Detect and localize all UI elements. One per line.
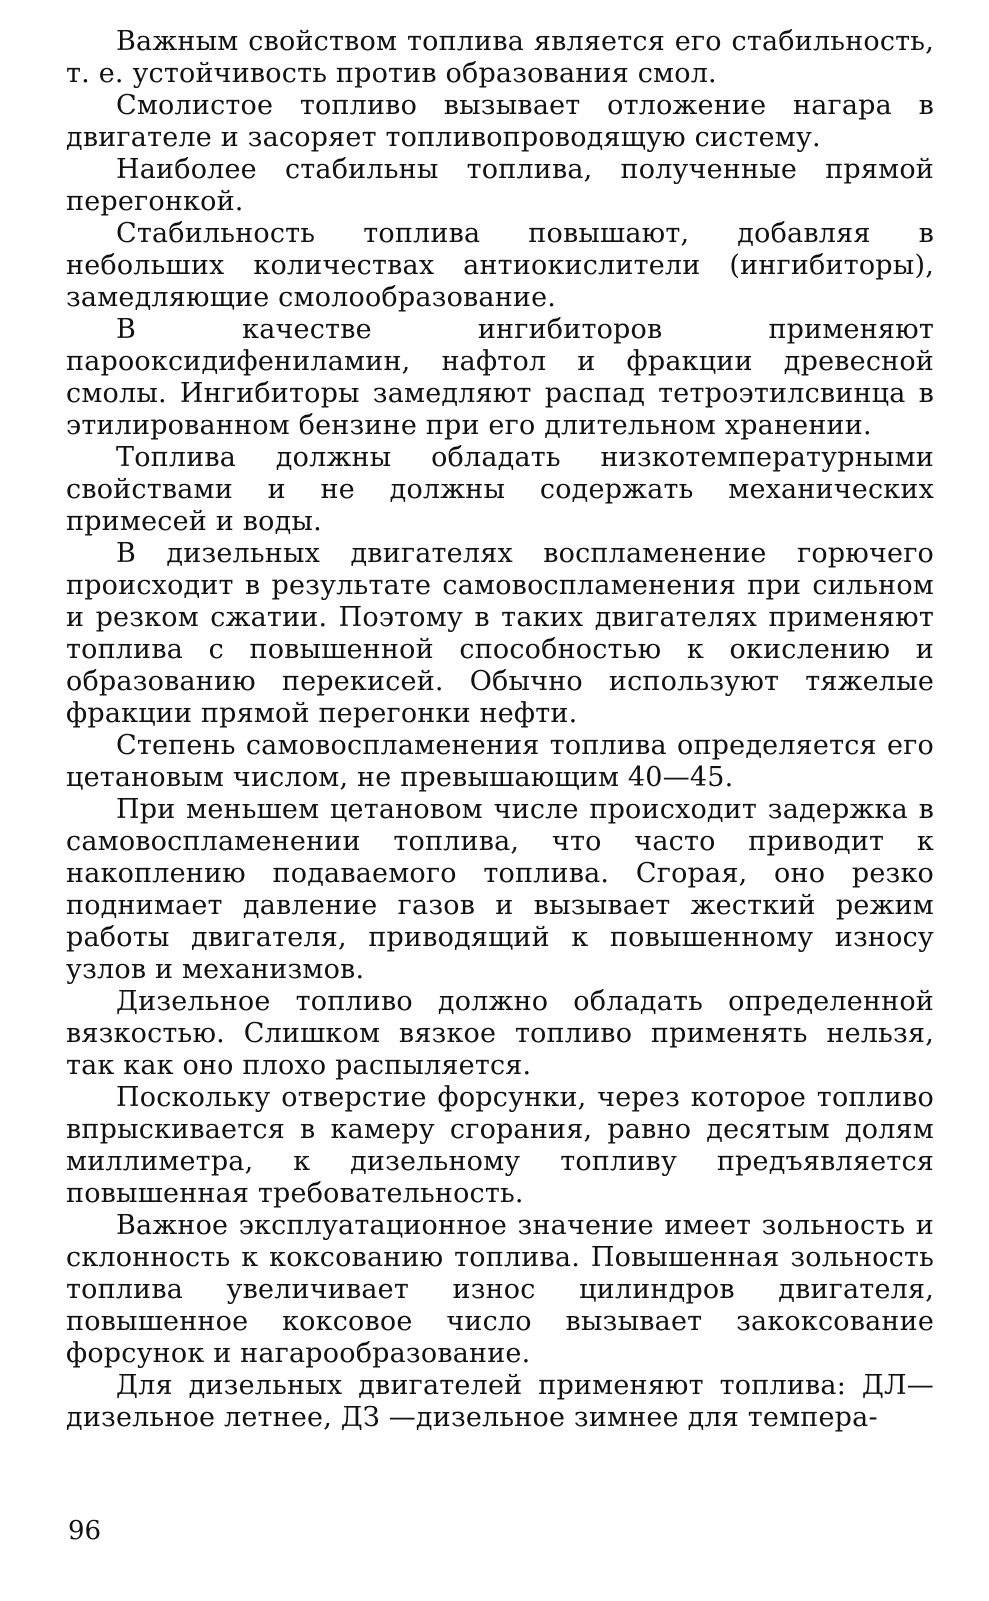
paragraph-resinous-fuel: Смолистое топливо вызывает отложение нагара в двигателе и засоряет топливопроводящую систему. <box>66 90 934 153</box>
paragraph-direct-distillation: Наиболее стабильны топлива, полученные прямой перегонкой. <box>66 154 934 217</box>
page-number: 96 <box>68 1516 102 1546</box>
paragraph-ignition-delay: При меньшем цетановом числе происходит задержка в самовоспламенении топлива, что часто приводит к накоплению подаваемого топлива. Сгорая, оно резко поднимает давление газов и вызывает жесткий режим работы двигателя, приводящий к повышенному износу узлов и механизмов. <box>66 794 934 985</box>
paragraph-antioxidants: Стабильность топлива повышают, добавляя в небольших количествах антиокислители (ингибиторы), замедляющие смолообразование. <box>66 218 934 313</box>
paragraph-low-temperature: Топлива должны обладать низкотемпературными свойствами и не должны содержать механических примесей и воды. <box>66 442 934 537</box>
page-text-block <box>66 26 934 1434</box>
paragraph-inhibitors: В качестве ингибиторов применяют парооксидифениламин, нафтол и фракции древесной смолы. Ингибиторы замедляют распад тетроэтилсвинца в этилированном бензине при его длительном хранении. <box>66 314 934 441</box>
paragraph-cetane-number: Степень самовоспламенения топлива определяется его цетановым числом, не превышающим 40—45. <box>66 730 934 793</box>
paragraph-stability: Важным свойством топлива является его стабильность, т. е. устойчивость против образования смол. <box>66 26 934 89</box>
paragraph-diesel-ignition: В дизельных двигателях воспламенение горючего происходит в результате самовоспламенения при сильном и резком сжатии. Поэтому в таких двигателях применяют топлива с повышенной способностью к окислению и образованию перекисей. Обычно используют тяжелые фракции прямой перегонки нефти. <box>66 538 934 729</box>
paragraph-ash-content: Важное эксплуатационное значение имеет зольность и склонность к коксованию топлива. Повышенная зольность топлива увеличивает износ цилиндров двигателя, повышенное коксовое число вызывает закоксование форсунок и нагарообразование. <box>66 1210 934 1369</box>
paragraph-nozzle: Поскольку отверстие форсунки, через которое топливо впрыскивается в камеру сгорания, равно десятым долям миллиметра, к дизельному топливу предъявляется повышенная требовательность. <box>66 1082 934 1209</box>
paragraph-diesel-grades: Для дизельных двигателей применяют топлива: ДЛ—дизельное летнее, ДЗ —дизельное зимнее для темпера- <box>66 1370 934 1433</box>
paragraph-viscosity: Дизельное топливо должно обладать определенной вязкостью. Слишком вязкое топливо применять нельзя, так как оно плохо распыляется. <box>66 986 934 1081</box>
